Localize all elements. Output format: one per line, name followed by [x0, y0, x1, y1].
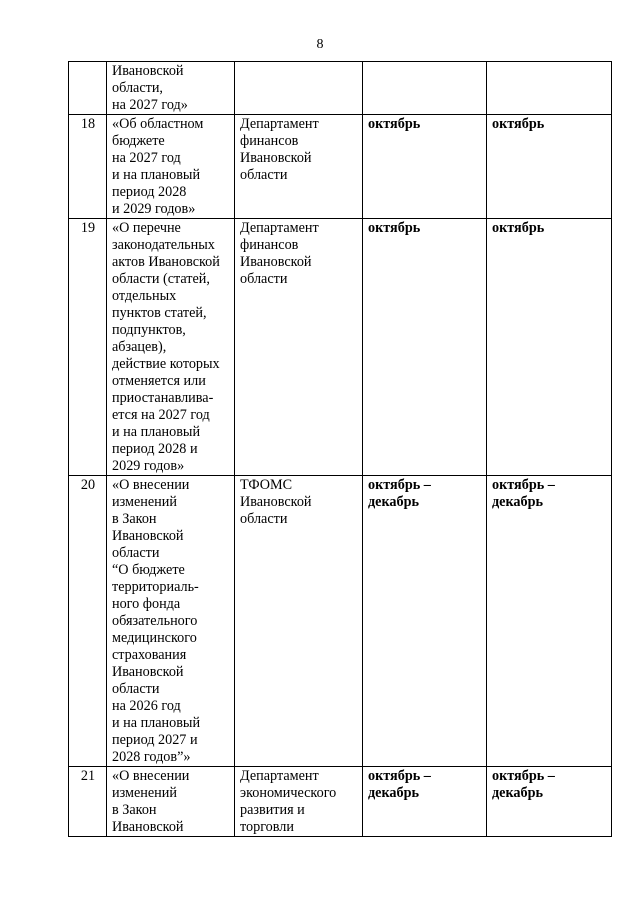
bill-name: «Об областном бюджете на 2027 год и на плановый период 2028 и 2029 годов»: [107, 115, 235, 219]
bill-name: «О внесении изменений в Закон Ивановской: [107, 767, 235, 837]
bill-name: «О внесении изменений в Закон Ивановской области “О бюджете территориаль- ного фонда обязательного медицинского страхования Ивановской области на 2026 год и на плановый период 2027 и 2028 годов”»: [107, 476, 235, 767]
table-row: [69, 62, 612, 115]
consideration-period: октябрь – декабрь: [487, 476, 612, 767]
responsible-body: Департамент финансов Ивановской области: [235, 219, 363, 476]
submission-period: октябрь: [363, 115, 487, 219]
submission-period: октябрь – декабрь: [363, 767, 487, 837]
consideration-period: октябрь: [487, 115, 612, 219]
table-row: [69, 219, 612, 476]
submission-period: октябрь: [363, 219, 487, 476]
consideration-period: октябрь: [487, 219, 612, 476]
responsible-body: [235, 62, 363, 115]
submission-period: октябрь – декабрь: [363, 476, 487, 767]
bills-plan-table: [68, 61, 612, 837]
table-row: [69, 476, 612, 767]
responsible-body: Департамент экономического развития и торговли: [235, 767, 363, 837]
responsible-body: Департамент финансов Ивановской области: [235, 115, 363, 219]
bill-name: Ивановской области, на 2027 год»: [107, 62, 235, 115]
row-number: 18: [69, 115, 107, 219]
responsible-body: ТФОМС Ивановской области: [235, 476, 363, 767]
row-number: 20: [69, 476, 107, 767]
submission-period: [363, 62, 487, 115]
row-number: 19: [69, 219, 107, 476]
page-number: 8: [316, 37, 324, 52]
table-row: [69, 767, 612, 837]
consideration-period: [487, 62, 612, 115]
row-number: 21: [69, 767, 107, 837]
bill-name: «О перечне законодательных актов Ивановской области (статей, отдельных пунктов статей, подпунктов, абзацев), действие которых отменяется или приостанавлива- ется на 2027 год и на плановый период 2028 и 2029 годов»: [107, 219, 235, 476]
table-row: [69, 115, 612, 219]
consideration-period: октябрь – декабрь: [487, 767, 612, 837]
row-number: [69, 62, 107, 115]
